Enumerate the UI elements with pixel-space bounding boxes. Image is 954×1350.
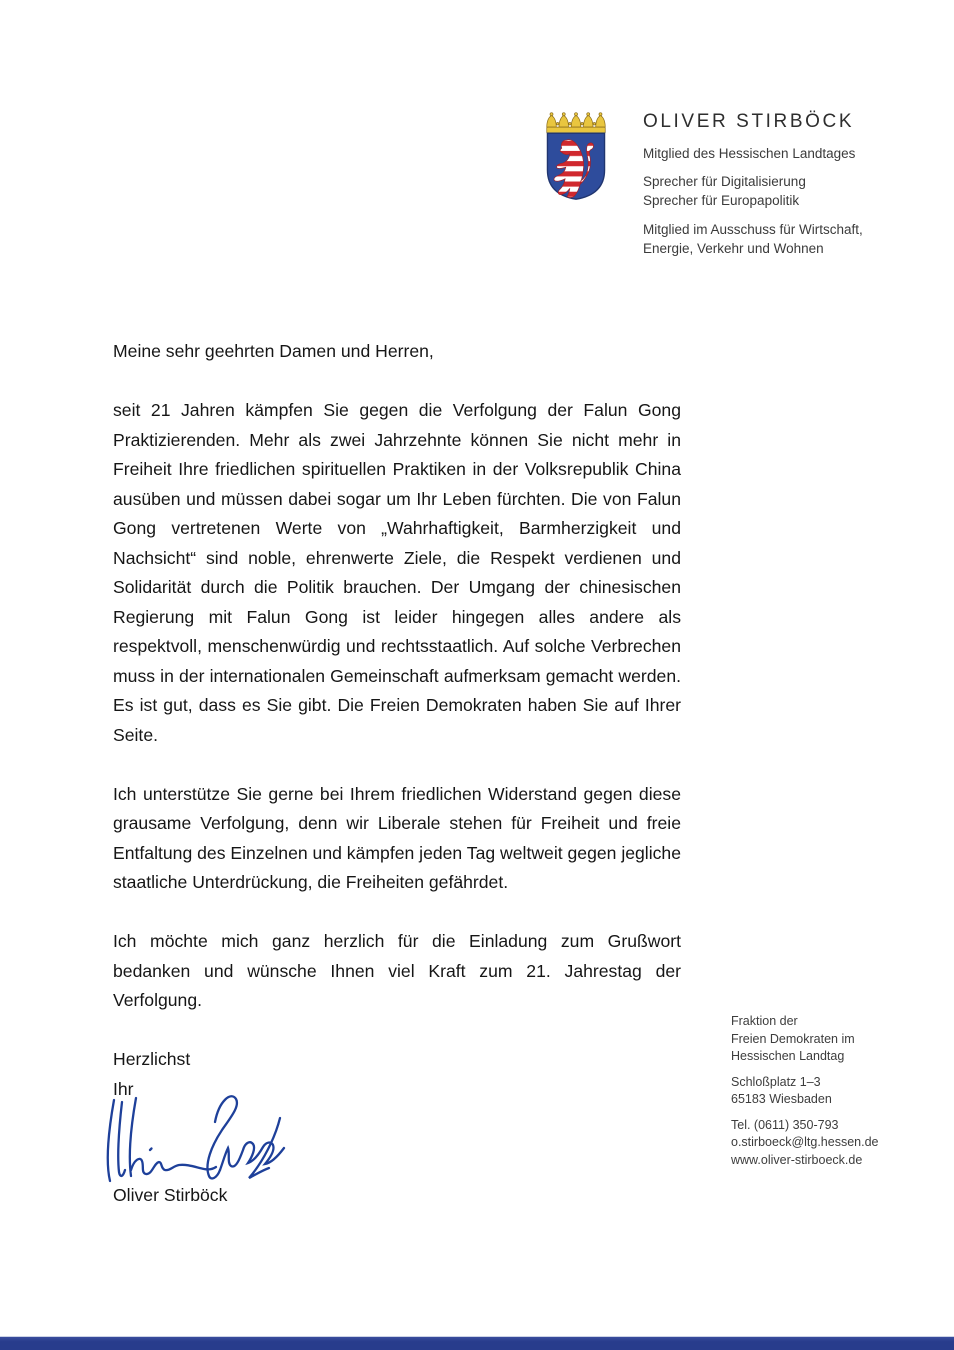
letter-body <box>113 337 681 1104</box>
sender-role: Sprecher für Europapolitik <box>643 193 800 208</box>
sender-committee-line: Energie, Verkehr und Wohnen <box>643 241 824 256</box>
paragraph: seit 21 Jahren kämpfen Sie gegen die Verfolgung der Falun Gong Praktizierenden. Mehr als zwei Jahrzehnte können Sie nicht mehr in Freiheit Ihre friedlichen spirituellen Praktiken in der Volksrepublik China ausüben und müssen dabei sogar um Ihr Leben fürchten. Die von Falun Gong vertretenen Werte von „Wahrhaftigkeit, Barmherzigkeit und Nachsicht“ sind noble, ehrenwerte Ziele, die Respekt verdienen und Solidarität durch die Politik brauchen. Der Umgang der chinesischen Regierung mit Falun Gong ist leider hingegen alles andere als respektvoll, menschenwürdig und rechtsstaatlich. Auf solche Verbrechen muss in der internationalen Gemeinschaft aufmerksam gemacht werden. Es ist gut, dass es Sie gibt. Die Freien Demokraten haben Sie auf Ihrer Seite. <box>113 400 681 745</box>
footer-accent-bar <box>0 1336 954 1350</box>
sender-roles <box>643 172 863 210</box>
letterhead-text <box>643 109 863 258</box>
sender-role: Sprecher für Digitalisierung <box>643 174 806 189</box>
faction-line: Freien Demokraten im <box>731 1031 855 1046</box>
crown <box>547 113 605 134</box>
faction-line: Fraktion der <box>731 1014 798 1028</box>
contact-lines <box>731 1117 941 1170</box>
contact-block <box>731 1013 941 1177</box>
address-city: 65183 Wiesbaden <box>731 1092 832 1106</box>
faction-line: Hessischen Landtag <box>731 1049 845 1063</box>
paragraph: Ich möchte mich ganz herzlich für die Einladung zum Grußwort bedanken und wünsche Ihnen viel Kraft zum 21. Jahrestag der Verfolgung. <box>113 931 681 1010</box>
closing-line: Herzlichst <box>113 1049 191 1069</box>
signer-printed-name: Oliver Stirböck <box>113 1185 228 1205</box>
paragraph: Ich unterstütze Sie gerne bei Ihrem friedlichen Widerstand gegen diese grausame Verfolgung, denn wir Liberale stehen für Freiheit und freie Entfaltung des Einzelnen und kämpfen jeden Tag weltweit gegen jegliche staatliche Unterdrückung, die Freiheiten gefährdet. <box>113 783 681 892</box>
letterhead <box>542 109 863 258</box>
sender-committee-line: Mitglied im Ausschuss für Wirtschaft, <box>643 222 863 237</box>
signature-image <box>103 1088 288 1188</box>
sender-membership: Mitglied des Hessischen Landtages <box>643 146 856 161</box>
sender-name: OLIVER STIRBÖCK <box>643 111 855 132</box>
sender-committee <box>643 220 863 258</box>
address-block <box>731 1074 941 1109</box>
phone-number: Tel. (0611) 350-793 <box>731 1117 839 1132</box>
website-url: www.oliver-stirboeck.de <box>731 1152 863 1167</box>
address-street: Schloßplatz 1–3 <box>731 1074 821 1089</box>
hessen-coat-of-arms-icon <box>542 109 610 201</box>
email-address: o.stirboeck@ltg.hessen.de <box>731 1135 879 1149</box>
greeting: Meine sehr geehrten Damen und Herren, <box>113 341 434 361</box>
closing-line: Ihr <box>113 1078 134 1099</box>
faction-block <box>731 1013 941 1066</box>
